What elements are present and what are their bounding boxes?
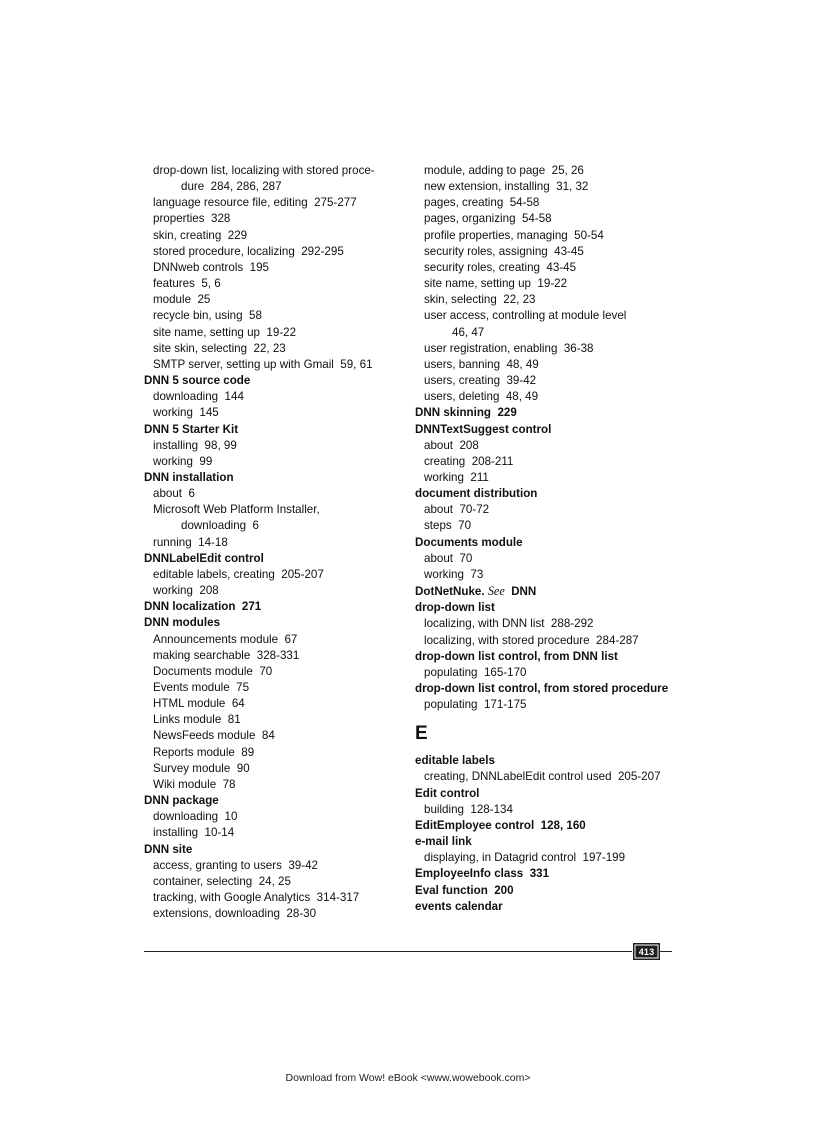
index-subentry: user registration, enabling 36-38 — [424, 341, 594, 355]
index-subentry: language resource file, editing 275-277 — [153, 196, 357, 210]
index-term: DNNTextSuggest control — [415, 422, 552, 436]
index-subentry: steps 70 — [424, 519, 472, 533]
index-term: Eval function 200 — [415, 883, 514, 897]
index-term: events calendar — [415, 899, 503, 913]
index-term: document distribution — [415, 487, 538, 501]
index-term: DNN 5 Starter Kit — [144, 422, 239, 436]
index-term: EmployeeInfo class 331 — [415, 867, 550, 881]
index-term: DNN skinning 229 — [415, 406, 517, 420]
index-term: e-mail link — [415, 835, 472, 849]
index-subentry: skin, selecting 22, 23 — [424, 293, 536, 307]
index-subentry: running 14-18 — [153, 535, 228, 549]
index-subentry: making searchable 328-331 — [153, 648, 300, 662]
see-label: See — [487, 584, 505, 599]
index-subentry: Microsoft Web Platform Installer, — [153, 503, 320, 517]
index-term: DNN modules — [144, 616, 221, 630]
index-subentry: module, adding to page 25, 26 — [424, 164, 584, 177]
index-subentry: Announcements module 67 — [153, 632, 298, 646]
index-subentry: Survey module 90 — [153, 761, 250, 775]
index-subentry: Events module 75 — [153, 681, 250, 694]
index-subentry: pages, creating 54-58 — [424, 196, 540, 210]
index-subentry: users, banning 48, 49 — [424, 357, 539, 371]
index-subentry: editable labels, creating 205-207 — [153, 567, 324, 581]
index-subentry: working 211 — [424, 470, 489, 484]
index-subentry: Wiki module 78 — [153, 777, 236, 791]
index-term: DNN installation — [144, 470, 234, 484]
index-subentry: working 208 — [153, 584, 219, 598]
index-subentry: installing 98, 99 — [153, 438, 237, 452]
index-term: EditEmployee control 128, 160 — [415, 818, 586, 832]
index-subentry: security roles, assigning 43-45 — [424, 244, 584, 258]
index-term: DNNLabelEdit control — [144, 551, 264, 565]
index-subentry: populating 171-175 — [424, 698, 527, 712]
index-subentry: drop-down list, localizing with stored proce- — [153, 164, 375, 177]
index-subentry: properties 328 — [153, 212, 231, 226]
index-continuation: downloading 6 — [181, 519, 259, 533]
index-subentry: populating 165-170 — [424, 665, 527, 679]
index-term: DNN package — [144, 794, 219, 808]
index-subentry: site skin, selecting 22, 23 — [153, 341, 286, 355]
index-subentry: downloading 144 — [153, 390, 244, 404]
index-continuation: 46, 47 — [452, 325, 485, 339]
index-subentry: pages, organizing 54-58 — [424, 212, 552, 226]
index-subentry: site name, setting up 19-22 — [153, 325, 297, 339]
index-subentry: tracking, with Google Analytics 314-317 — [153, 891, 360, 905]
index-subentry: skin, creating 229 — [153, 228, 248, 242]
index-subentry: users, creating 39-42 — [424, 374, 537, 388]
index-subentry: creating, DNNLabelEdit control used 205-207 — [424, 770, 661, 784]
footer-rule-tail — [660, 951, 672, 952]
index-subentry: access, granting to users 39-42 — [153, 858, 318, 872]
index-subentry: Links module 81 — [153, 713, 241, 727]
see-target: DNN — [511, 585, 537, 599]
index-term-cross-reference — [415, 583, 690, 600]
page-number: 413 — [633, 943, 660, 960]
index-continuation: dure 284, 286, 287 — [181, 180, 282, 194]
index-term: editable labels — [415, 754, 495, 768]
index-column-right — [415, 163, 690, 915]
index-subentry: site name, setting up 19-22 — [424, 277, 568, 291]
index-term: drop-down list — [415, 601, 495, 615]
index-subentry: about 70 — [424, 551, 473, 565]
index-term: DNN 5 source code — [144, 374, 251, 388]
index-subentry: creating 208-211 — [424, 454, 514, 468]
index-term: Documents module — [415, 535, 523, 549]
index-subentry: container, selecting 24, 25 — [153, 874, 291, 888]
index-subentry: features 5, 6 — [153, 277, 221, 291]
index-subentry: working 99 — [153, 454, 213, 468]
index-subentry: localizing, with DNN list 288-292 — [424, 617, 594, 631]
index-subentry: NewsFeeds module 84 — [153, 729, 275, 743]
section-letter: E — [415, 723, 428, 745]
index-subentry: localizing, with stored procedure 284-287 — [424, 633, 639, 647]
index-subentry: user access, controlling at module level — [424, 309, 627, 323]
index-subentry: working 145 — [153, 406, 219, 420]
index-term: DNN site — [144, 842, 193, 856]
index-term: Edit control — [415, 786, 480, 800]
footer-rule — [144, 951, 632, 952]
index-subentry: displaying, in Datagrid control 197-199 — [424, 851, 626, 865]
index-subentry: stored procedure, localizing 292-295 — [153, 244, 344, 258]
index-term: drop-down list control, from stored procedure — [415, 682, 669, 695]
index-subentry: extensions, downloading 28-30 — [153, 907, 317, 921]
index-subentry: about 208 — [424, 438, 479, 452]
index-subentry: new extension, installing 31, 32 — [424, 180, 589, 194]
index-subentry: installing 10-14 — [153, 826, 235, 840]
index-subentry: profile properties, managing 50-54 — [424, 228, 604, 242]
index-subentry: users, deleting 48, 49 — [424, 390, 539, 404]
index-subentry: module 25 — [153, 293, 211, 307]
download-footer: Download from Wow! eBook <www.wowebook.com> — [285, 1072, 531, 1084]
index-subentry: downloading 10 — [153, 810, 238, 824]
index-subentry: recycle bin, using 58 — [153, 309, 262, 323]
index-term: drop-down list control, from DNN list — [415, 649, 618, 663]
index-subentry: about 6 — [153, 487, 195, 501]
index-column-left — [144, 163, 404, 922]
index-subentry: security roles, creating 43-45 — [424, 260, 577, 274]
index-subentry: building 128-134 — [424, 802, 513, 816]
index-subentry: Reports module 89 — [153, 745, 255, 759]
index-subentry: working 73 — [424, 567, 484, 581]
index-subentry: SMTP server, setting up with Gmail 59, 61 — [153, 357, 373, 371]
index-subentry: about 70-72 — [424, 503, 490, 517]
index-subentry: DNNweb controls 195 — [153, 260, 269, 274]
index-subentry: HTML module 64 — [153, 697, 245, 711]
index-term: DNN localization 271 — [144, 600, 262, 614]
index-term: DotNetNuke. — [415, 585, 485, 599]
index-subentry: Documents module 70 — [153, 664, 273, 678]
